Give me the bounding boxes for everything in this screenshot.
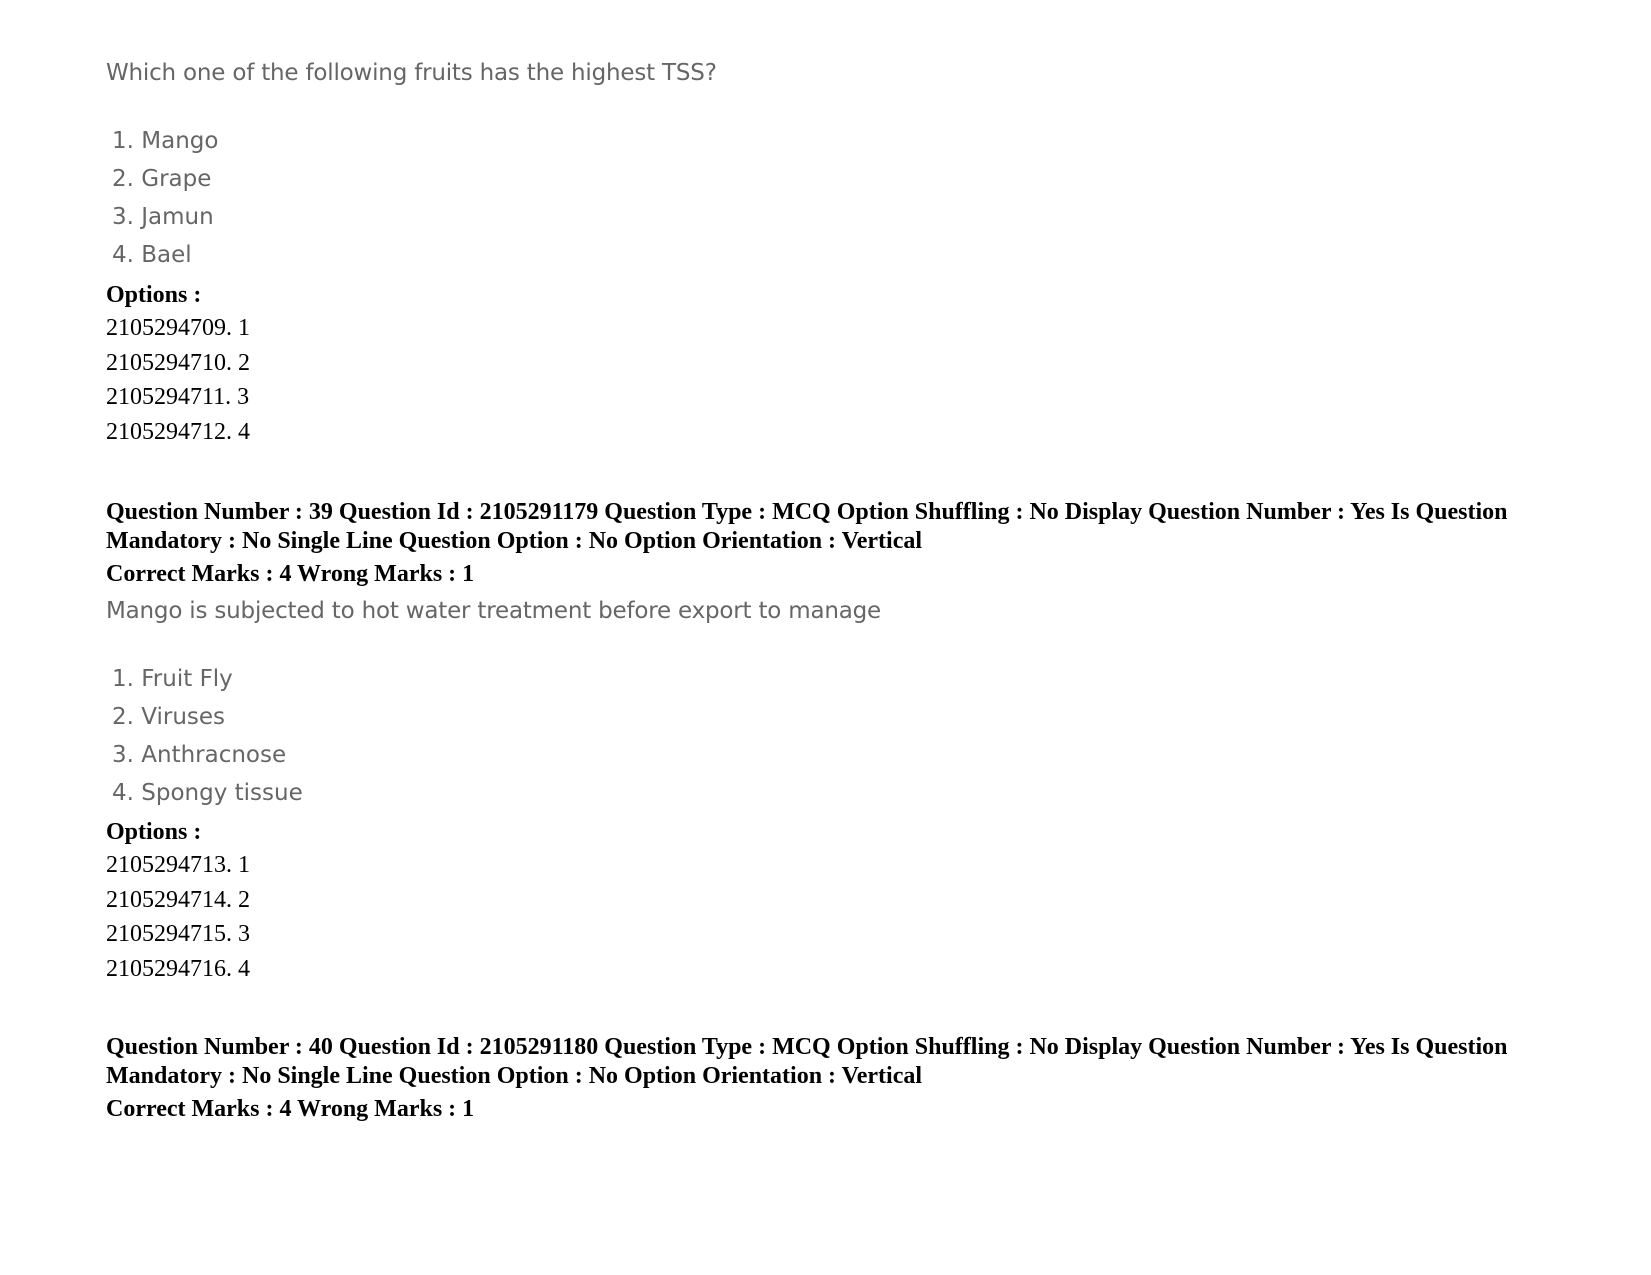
question-choices	[112, 660, 303, 812]
options-label: Options :	[106, 819, 202, 845]
option-item: 2105294714. 2	[106, 886, 250, 913]
choice-item: 4. Bael	[112, 242, 192, 268]
choice-item: 3. Anthracnose	[112, 742, 287, 768]
options-list	[106, 848, 250, 986]
option-item: 2105294709. 1	[106, 315, 250, 341]
options-section	[106, 279, 250, 449]
choice-item: 4. Spongy tissue	[112, 780, 303, 806]
choice-item: 2. Viruses	[112, 704, 226, 730]
option-item: 2105294716. 4	[106, 955, 250, 982]
option-item: 2105294713. 1	[106, 852, 250, 878]
choice-item: 1. Mango	[112, 128, 219, 154]
option-item: 2105294710. 2	[106, 349, 250, 376]
option-item: 2105294712. 4	[106, 418, 250, 445]
question-marks: Correct Marks : 4 Wrong Marks : 1	[106, 1096, 475, 1122]
option-item: 2105294715. 3	[106, 921, 250, 947]
choice-item: 1. Fruit Fly	[112, 666, 233, 692]
question-choices	[112, 122, 218, 274]
choice-item: 2. Grape	[112, 166, 212, 192]
options-list	[106, 311, 250, 449]
options-label: Options :	[106, 282, 202, 308]
choice-item: 3. Jamun	[112, 204, 214, 230]
question-marks: Correct Marks : 4 Wrong Marks : 1	[106, 561, 475, 587]
question-text: Mango is subjected to hot water treatment before export to manage	[106, 598, 881, 624]
question-text: Which one of the following fruits has the highest TSS?	[106, 60, 717, 86]
question-meta: Question Number : 40 Question Id : 2105291180 Question Type : MCQ Option Shuffling : No Display Question Number : Yes Is Question Mandatory : No Single Line Question Option : No Option Orientation : Vertical	[106, 1034, 1508, 1089]
question-meta: Question Number : 39 Question Id : 2105291179 Question Type : MCQ Option Shuffling : No Display Question Number : Yes Is Question Mandatory : No Single Line Question Option : No Option Orientation : Vertical	[106, 499, 1508, 554]
option-item: 2105294711. 3	[106, 384, 250, 410]
options-section	[106, 816, 250, 986]
